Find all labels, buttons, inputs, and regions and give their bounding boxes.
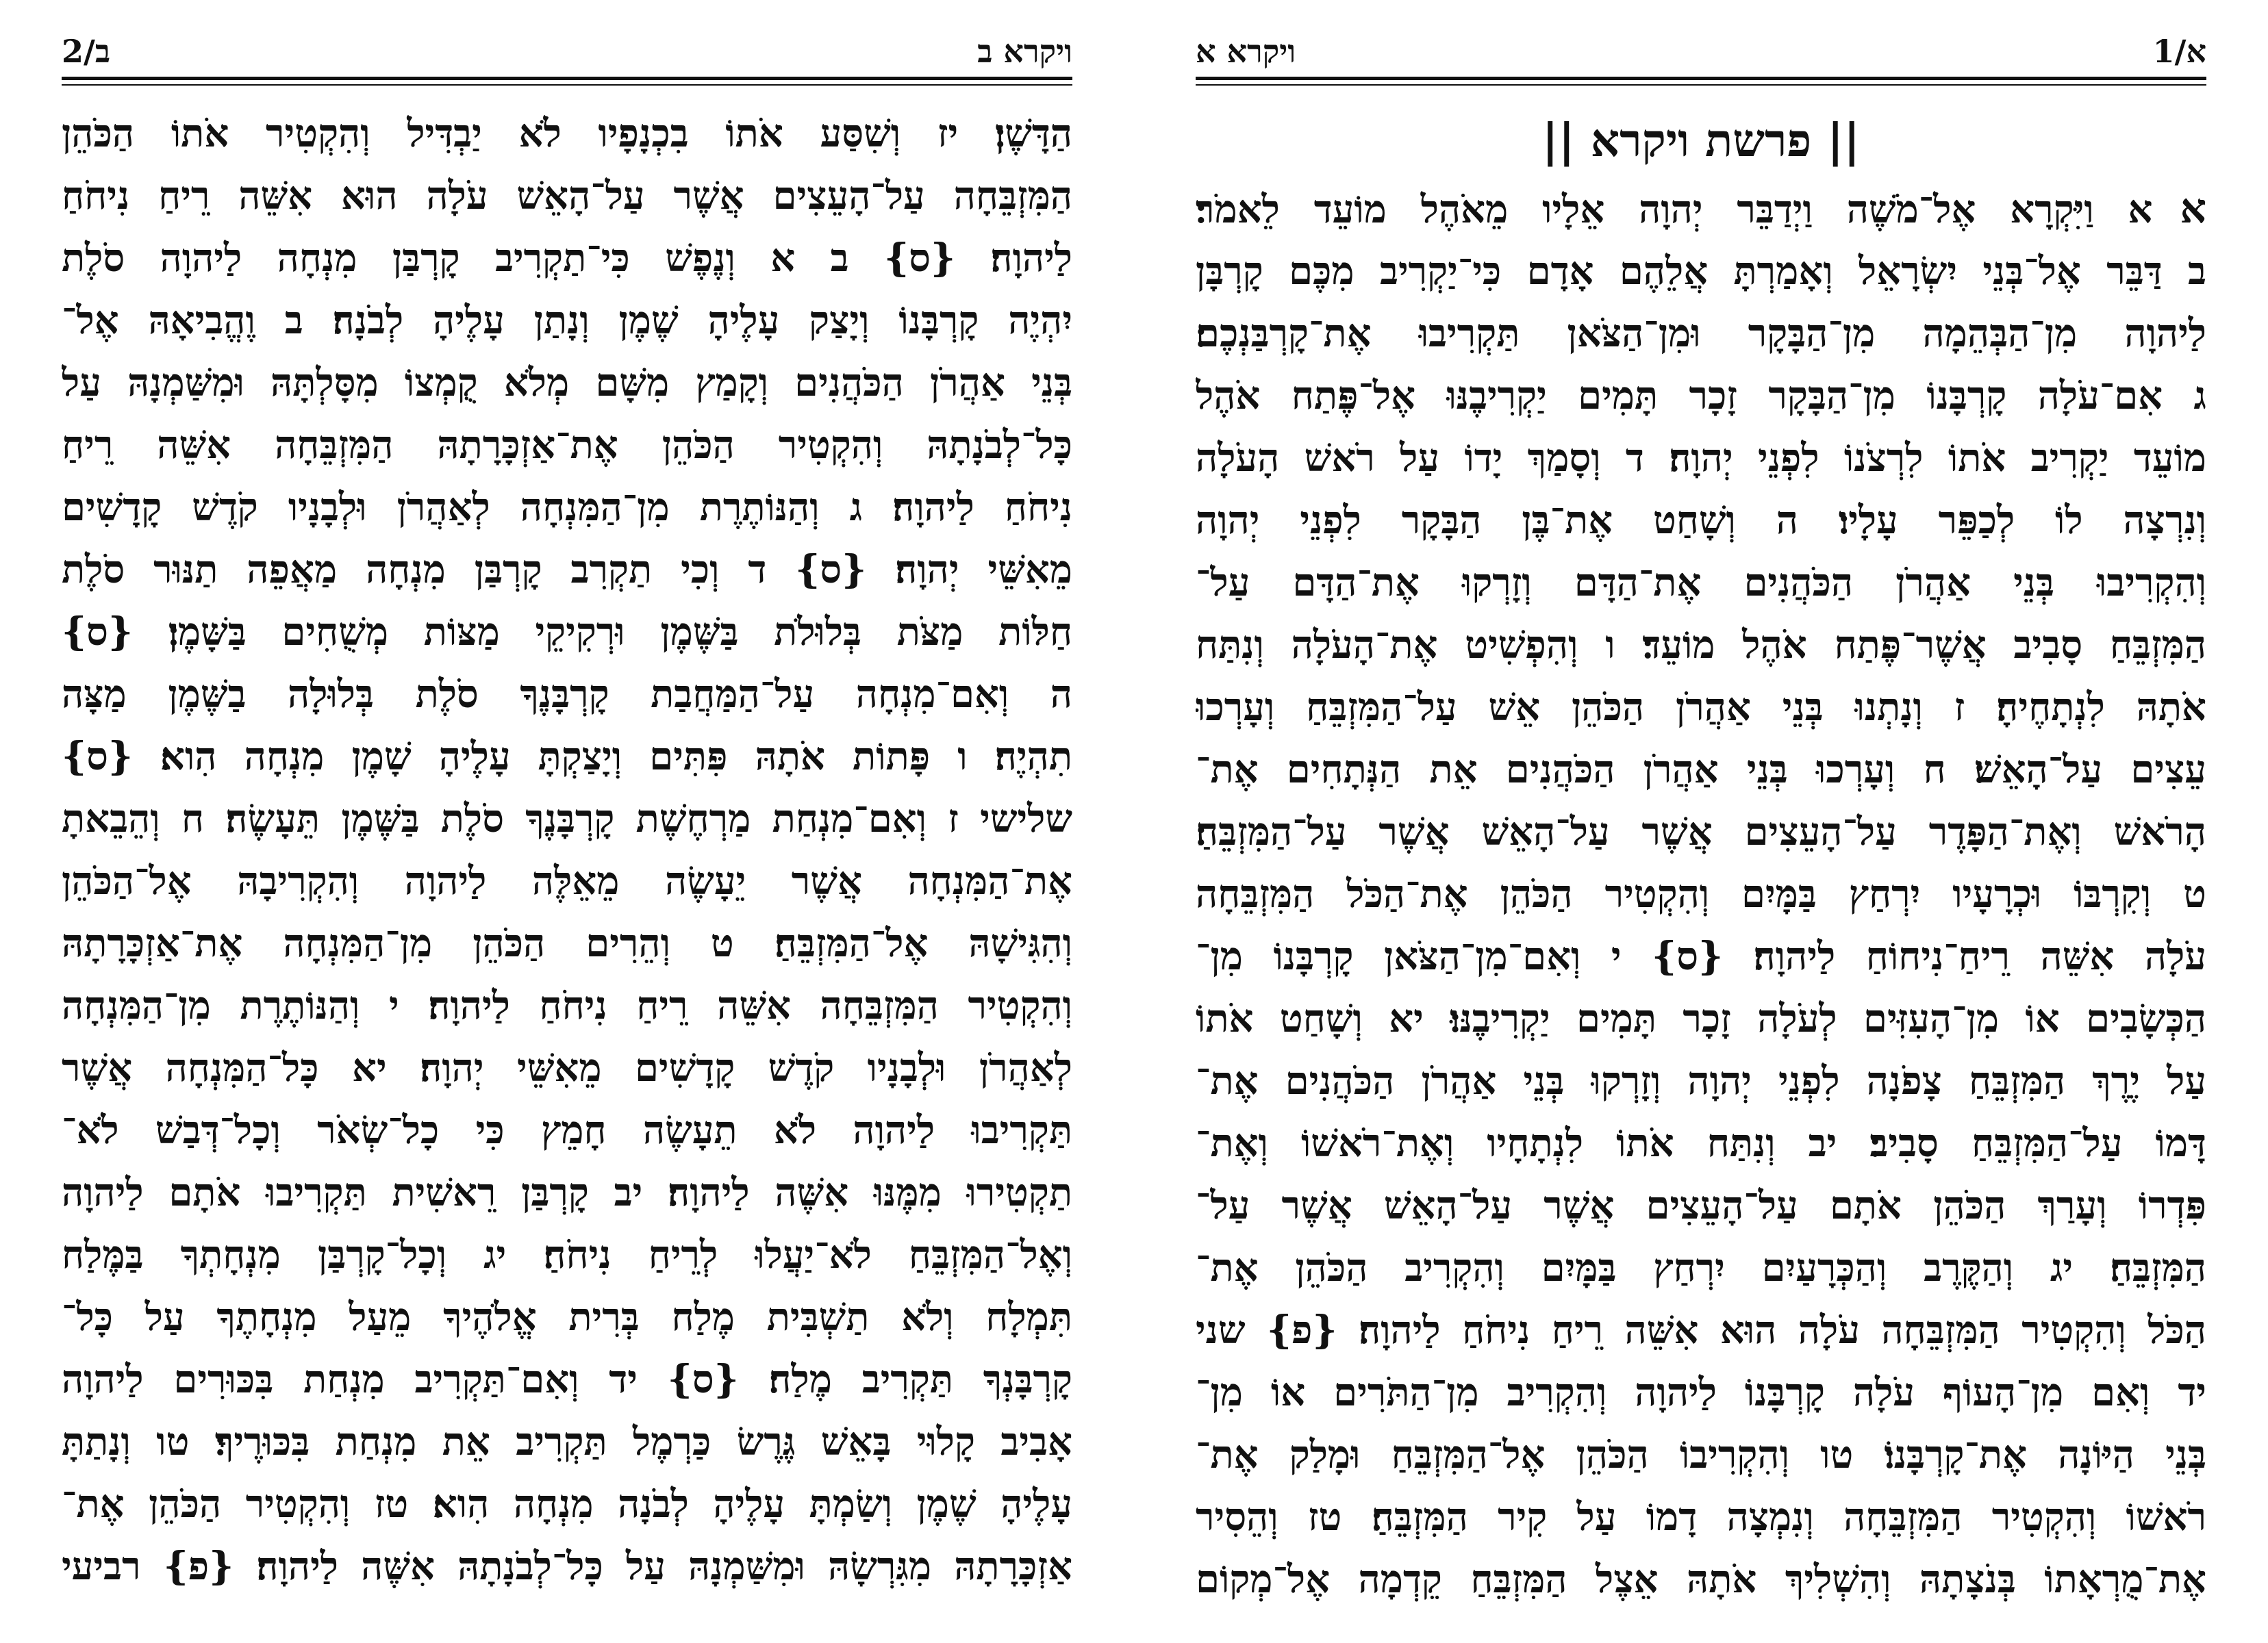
- text-line: הַמִּזְבֵּחַ׃ יג וְהַקֶּרֶב וְהַכְּרָעַיִם יִרְחַץ בַּמָּיִם וְהִקְרִיב הַכֹּהֵן אֶת־: [1196, 1245, 2206, 1290]
- text-line: בְּנֵי אַהֲרֹן הַכֹּהֲנִים וְקָמַץ מִשָּׁם מְלֹא קֻמְצוֹ מִסָּלְתָּהּ וּמִשַּׁמְנָהּ עַל: [62, 360, 1072, 405]
- text-column: [62, 103, 1072, 1598]
- text-line: תִּמְלָח וְלֹא תַשְׁבִּית מֶלַח בְּרִית אֱלֹהֶיךָ מֵעַל מִנְחָתֶךָ עַל כָּל־: [62, 1295, 1072, 1340]
- text-line: לְאַהֲרֹן וּלְבָנָיו קֹדֶשׁ קָדָשִׁים מֵאִשֵּׁי יְהוָה׃ יא כָּל־הַמִּנְחָה אֲשֶׁר: [62, 1045, 1072, 1091]
- header-rule: [62, 77, 1072, 86]
- text-line: תַקְטִירוּ מִמֶּנּוּ אִשֶּׁה לַיהוָה׃ יב קָרְבַּן רֵאשִׁית תַּקְרִיבוּ אֹתָם לַיהוָה: [62, 1170, 1072, 1215]
- text-line: ה וְאִם־מִנְחָה עַל־הַמַּחֲבַת קָרְבָּנֶךָ סֹלֶת בְּלוּלָה בַשֶּׁמֶן מַצָּה: [62, 672, 1072, 717]
- text-line: עֵצִים עַל־הָאֵשׁ׃ ח וְעָרְכוּ בְּנֵי אַהֲרֹן הַכֹּהֲנִים אֵת הַנְּתָחִים אֶת־: [1196, 747, 2206, 792]
- text-line: וְנִרְצָה לוֹ לְכַפֵּר עָלָיו׃ ה וְשָׁחַט אֶת־בֶּן הַבָּקָר לִפְנֵי יְהוָה: [1196, 498, 2206, 543]
- running-head: [1196, 26, 2206, 74]
- text-line: אַזְכָּרָתָהּ מִגִּרְשָׂהּ וּמִשַּׁמְנָהּ עַל כָּל־לְבֹנָתָהּ אִשֶּׁה לַיהוָה׃ {פ} רביעי: [62, 1544, 1072, 1589]
- text-line: אֹתָהּ לִנְתָחֶיהָ׃ ז וְנָתְנוּ בְּנֵי אַהֲרֹן הַכֹּהֵן אֵשׁ עַל־הַמִּזְבֵּחַ וְעָרְכוּ: [1196, 685, 2206, 730]
- text-line: וְהִגִּישָׁהּ אֶל־הַמִּזְבֵּחַ׃ ט וְהֵרִים הַכֹּהֵן מִן־הַמִּנְחָה אֶת־אַזְכָּרָתָהּ: [62, 921, 1072, 966]
- text-line: הַכְּשָׂבִים אוֹ מִן־הָעִזִּים לְעֹלָה זָכָר תָּמִים יַקְרִיבֶנּוּ׃ יא וְשָׁחַט אֹתוֹ: [1196, 996, 2206, 1041]
- parasha-title: || פרשת ויקרא ||: [1541, 114, 1861, 167]
- text-line: אֶת־מֻרְאָתוֹ בְּנֹצָתָהּ וְהִשְׁלִיךְ אֹתָהּ אֵצֶל הַמִּזְבֵּחַ קֵדְמָה אֶל־מְקוֹם: [1196, 1557, 2206, 1602]
- text-line: לַיהוָה מִן־הַבְּהֵמָה מִן־הַבָּקָר וּמִן־הַצֹּאן תַּקְרִיבוּ אֶת־קָרְבַּנְכֶם׃: [1196, 311, 2206, 356]
- text-line: יִהְיֶה קָרְבָּנוֹ וְיָצַק עָלֶיהָ שֶׁמֶן וְנָתַן עָלֶיהָ לְבֹנָה׃ ב וֶהֱבִיאָהּ אֶל־: [62, 298, 1072, 343]
- text-line: וְהִקְטִיר הַמִּזְבֵּחָה אִשֵּׁה רֵיחַ נִיחֹחַ לַיהוָה׃ י וְהַנּוֹתֶרֶת מִן־הַמִּנְחָה: [62, 983, 1072, 1028]
- text-line: עָלֶיהָ שֶׁמֶן וְשַׂמְתָּ עָלֶיהָ לְבֹנָה מִנְחָה הִוא׃ טז וְהִקְטִיר הַכֹּהֵן אֶת־: [62, 1481, 1072, 1527]
- book-title: ויקרא א: [1196, 33, 1296, 70]
- text-line: אא וַיִּקְרָא אֶל־מֹשֶׁה וַיְדַבֵּר יְהוָה אֵלָיו מֵאֹהֶל מוֹעֵד לֵאמֹר׃: [1196, 185, 2206, 233]
- text-line: ג אִם־עֹלָה קָרְבָּנוֹ מִן־הַבָּקָר זָכָר תָּמִים יַקְרִיבֶנּוּ אֶל־פֶּתַח אֹהֶל: [1196, 373, 2206, 418]
- text-line: דָּמוֹ עַל־הַמִּזְבֵּחַ סָבִיב׃ יב וְנִתַּח אֹתוֹ לִנְתָחָיו וְאֶת־רֹאשׁוֹ וְאֶת־: [1196, 1121, 2206, 1166]
- text-line: לַיהוָה׃ {ס} ב א וְנֶפֶשׁ כִּי־תַקְרִיב קָרְבַּן מִנְחָה לַיהוָה סֹלֶת: [62, 235, 1072, 281]
- text-line: אֶת־הַמִּנְחָה אֲשֶׁר יֵעָשֶׂה מֵאֵלֶּה לַיהוָה וְהִקְרִיבָהּ אֶל־הַכֹּהֵן: [62, 858, 1072, 904]
- text-column: [1196, 103, 2206, 1611]
- text-line: הָרֹאשׁ וְאֶת־הַפָּדֶר עַל־הָעֵצִים אֲשֶׁר עַל־הָאֵשׁ אֲשֶׁר עַל־הַמִּזְבֵּחַ׃: [1196, 809, 2206, 854]
- text-line: הַכֹּל וְהִקְטִיר הַמִּזְבֵּחָה עֹלָה הוּא אִשֵּׁה רֵיחַ נִיחֹחַ לַיהוָה׃ {פ} שני: [1196, 1308, 2206, 1353]
- text-line: תִהְיֶה׃ ו פָּתוֹת אֹתָהּ פִּתִּים וְיָצַקְתָּ עָלֶיהָ שָׁמֶן מִנְחָה הִוא׃ {ס}: [62, 734, 1072, 779]
- text-line: ב דַּבֵּר אֶל־בְּנֵי יִשְׂרָאֵל וְאָמַרְתָּ אֲלֵהֶם אָדָם כִּי־יַקְרִיב מִכֶּם קָרְבָּן: [1196, 249, 2206, 294]
- text-line: מֵאִשֵּׁי יְהוָה׃ {ס} ד וְכִי תַקְרִב קָרְבַּן מִנְחָה מַאֲפֵה תַנּוּר סֹלֶת: [62, 547, 1072, 592]
- header-rule: [1196, 77, 2206, 86]
- text-line: חַלּוֹת מַצֹּת בְּלוּלֹת בַּשֶּׁמֶן וּרְקִיקֵי מַצּוֹת מְשֻׁחִים בַּשָּׁמֶן׃ {ס}: [62, 609, 1072, 654]
- text-line: כָּל־לְבֹנָתָהּ וְהִקְטִיר הַכֹּהֵן אֶת־אַזְכָּרָתָהּ הַמִּזְבֵּחָה אִשֵּׁה רֵיחַ: [62, 422, 1072, 468]
- text-line: מוֹעֵד יַקְרִיב אֹתוֹ לִרְצֹנוֹ לִפְנֵי יְהוָה׃ ד וְסָמַךְ יָדוֹ עַל רֹאשׁ הָעֹלָה: [1196, 435, 2206, 481]
- page-number: א/1: [2152, 33, 2206, 70]
- text-line: קָרְבָּנְךָ תַּקְרִיב מֶלַח׃ {ס} יד וְאִם־תַּקְרִיב מִנְחַת בִּכּוּרִים לַיהוָה: [62, 1357, 1072, 1402]
- right-page: [1134, 0, 2268, 1643]
- text-line: ט וְקִרְבּוֹ וּכְרָעָיו יִרְחַץ בַּמָּיִם וְהִקְטִיר הַכֹּהֵן אֶת־הַכֹּל הַמִּזְבֵּחָה: [1196, 871, 2206, 917]
- text-line: נִיחֹחַ לַיהוָה׃ ג וְהַנּוֹתֶרֶת מִן־הַמִּנְחָה לְאַהֲרֹן וּלְבָנָיו קֹדֶשׁ קָדָשִׁים: [62, 485, 1072, 530]
- text-line: רֹאשׁוֹ וְהִקְטִיר הַמִּזְבֵּחָה וְנִמְצָה דָמוֹ עַל קִיר הַמִּזְבֵּחַ׃ טז וְהֵסִיר: [1196, 1494, 2206, 1540]
- text-line: עֹלָה אִשֵּׁה רֵיחַ־נִיחוֹחַ לַיהוָה׃ {ס} י וְאִם־מִן־הַצֹּאן קָרְבָּנוֹ מִן־: [1196, 934, 2206, 979]
- text-line: וְהִקְרִיבוּ בְּנֵי אַהֲרֹן הַכֹּהֲנִים אֶת־הַדָּם וְזָרְקוּ אֶת־הַדָּם עַל־: [1196, 560, 2206, 605]
- text-line: פִּדְרוֹ וְעָרַךְ הַכֹּהֵן אֹתָם עַל־הָעֵצִים אֲשֶׁר עַל־הָאֵשׁ אֲשֶׁר עַל־: [1196, 1183, 2206, 1228]
- text-line: אָבִיב קָלוּי בָּאֵשׁ גֶּרֶשׂ כַּרְמֶל תַּקְרִיב אֵת מִנְחַת בִּכּוּרֶיךָ׃ טו וְנָתַתָּ: [62, 1419, 1072, 1464]
- text-line: שלישי ז וְאִם־מִנְחַת מַרְחֶשֶׁת קָרְבָּנֶךָ סֹלֶת בַּשֶּׁמֶן תֵּעָשֶׂה׃ ח וְהֵבֵאתָ: [62, 796, 1072, 841]
- chapter-letter: א: [2180, 185, 2206, 233]
- running-head: [62, 26, 1072, 74]
- text-line: הַמִּזְבֵּחָה עַל־הָעֵצִים אֲשֶׁר עַל־הָאֵשׁ עֹלָה הוּא אִשֵּׁה רֵיחַ נִיחֹחַ: [62, 173, 1072, 218]
- text-line: הַמִּזְבֵּחַ סָבִיב אֲשֶׁר־פֶּתַח אֹהֶל מוֹעֵד׃ ו וְהִפְשִׁיט אֶת־הָעֹלָה וְנִתַּח: [1196, 622, 2206, 667]
- text-line: עַל יֶרֶךְ הַמִּזְבֵּחַ צָפֹנָה לִפְנֵי יְהוָה וְזָרְקוּ בְּנֵי אַהֲרֹן הַכֹּהֲנִים אֶת־: [1196, 1058, 2206, 1104]
- text-line: תַּקְרִיבוּ לַיהוָה לֹא תֵעָשֶׂה חָמֵץ כִּי כָל־שְׂאֹר וְכָל־דְּבַשׁ לֹא־: [62, 1108, 1072, 1153]
- text-line: בְּנֵי הַיּוֹנָה אֶת־קָרְבָּנוֹ׃ טו וְהִקְרִיבוֹ הַכֹּהֵן אֶל־הַמִּזְבֵּחַ וּמָלַק אֶת־: [1196, 1432, 2206, 1477]
- text-line: יד וְאִם מִן־הָעוֹף עֹלָה קָרְבָּנוֹ לַיהוָה וְהִקְרִיב מִן־הַתֹּרִים אוֹ מִן־: [1196, 1370, 2206, 1415]
- page-number: ב/2: [62, 33, 110, 70]
- text-line: הַדָּשֶׁן׃ יז וְשִׁסַּע אֹתוֹ בִכְנָפָיו לֹא יַבְדִּיל וְהִקְטִיר אֹתוֹ הַכֹּהֵן: [62, 111, 1072, 156]
- book-title: ויקרא ב: [977, 33, 1072, 70]
- text-line: וְאֶל־הַמִּזְבֵּחַ לֹא־יַעֲלוּ לְרֵיחַ נִיחֹחַ׃ יג וְכָל־קָרְבַּן מִנְחָתְךָ בַּמֶּלַח: [62, 1232, 1072, 1277]
